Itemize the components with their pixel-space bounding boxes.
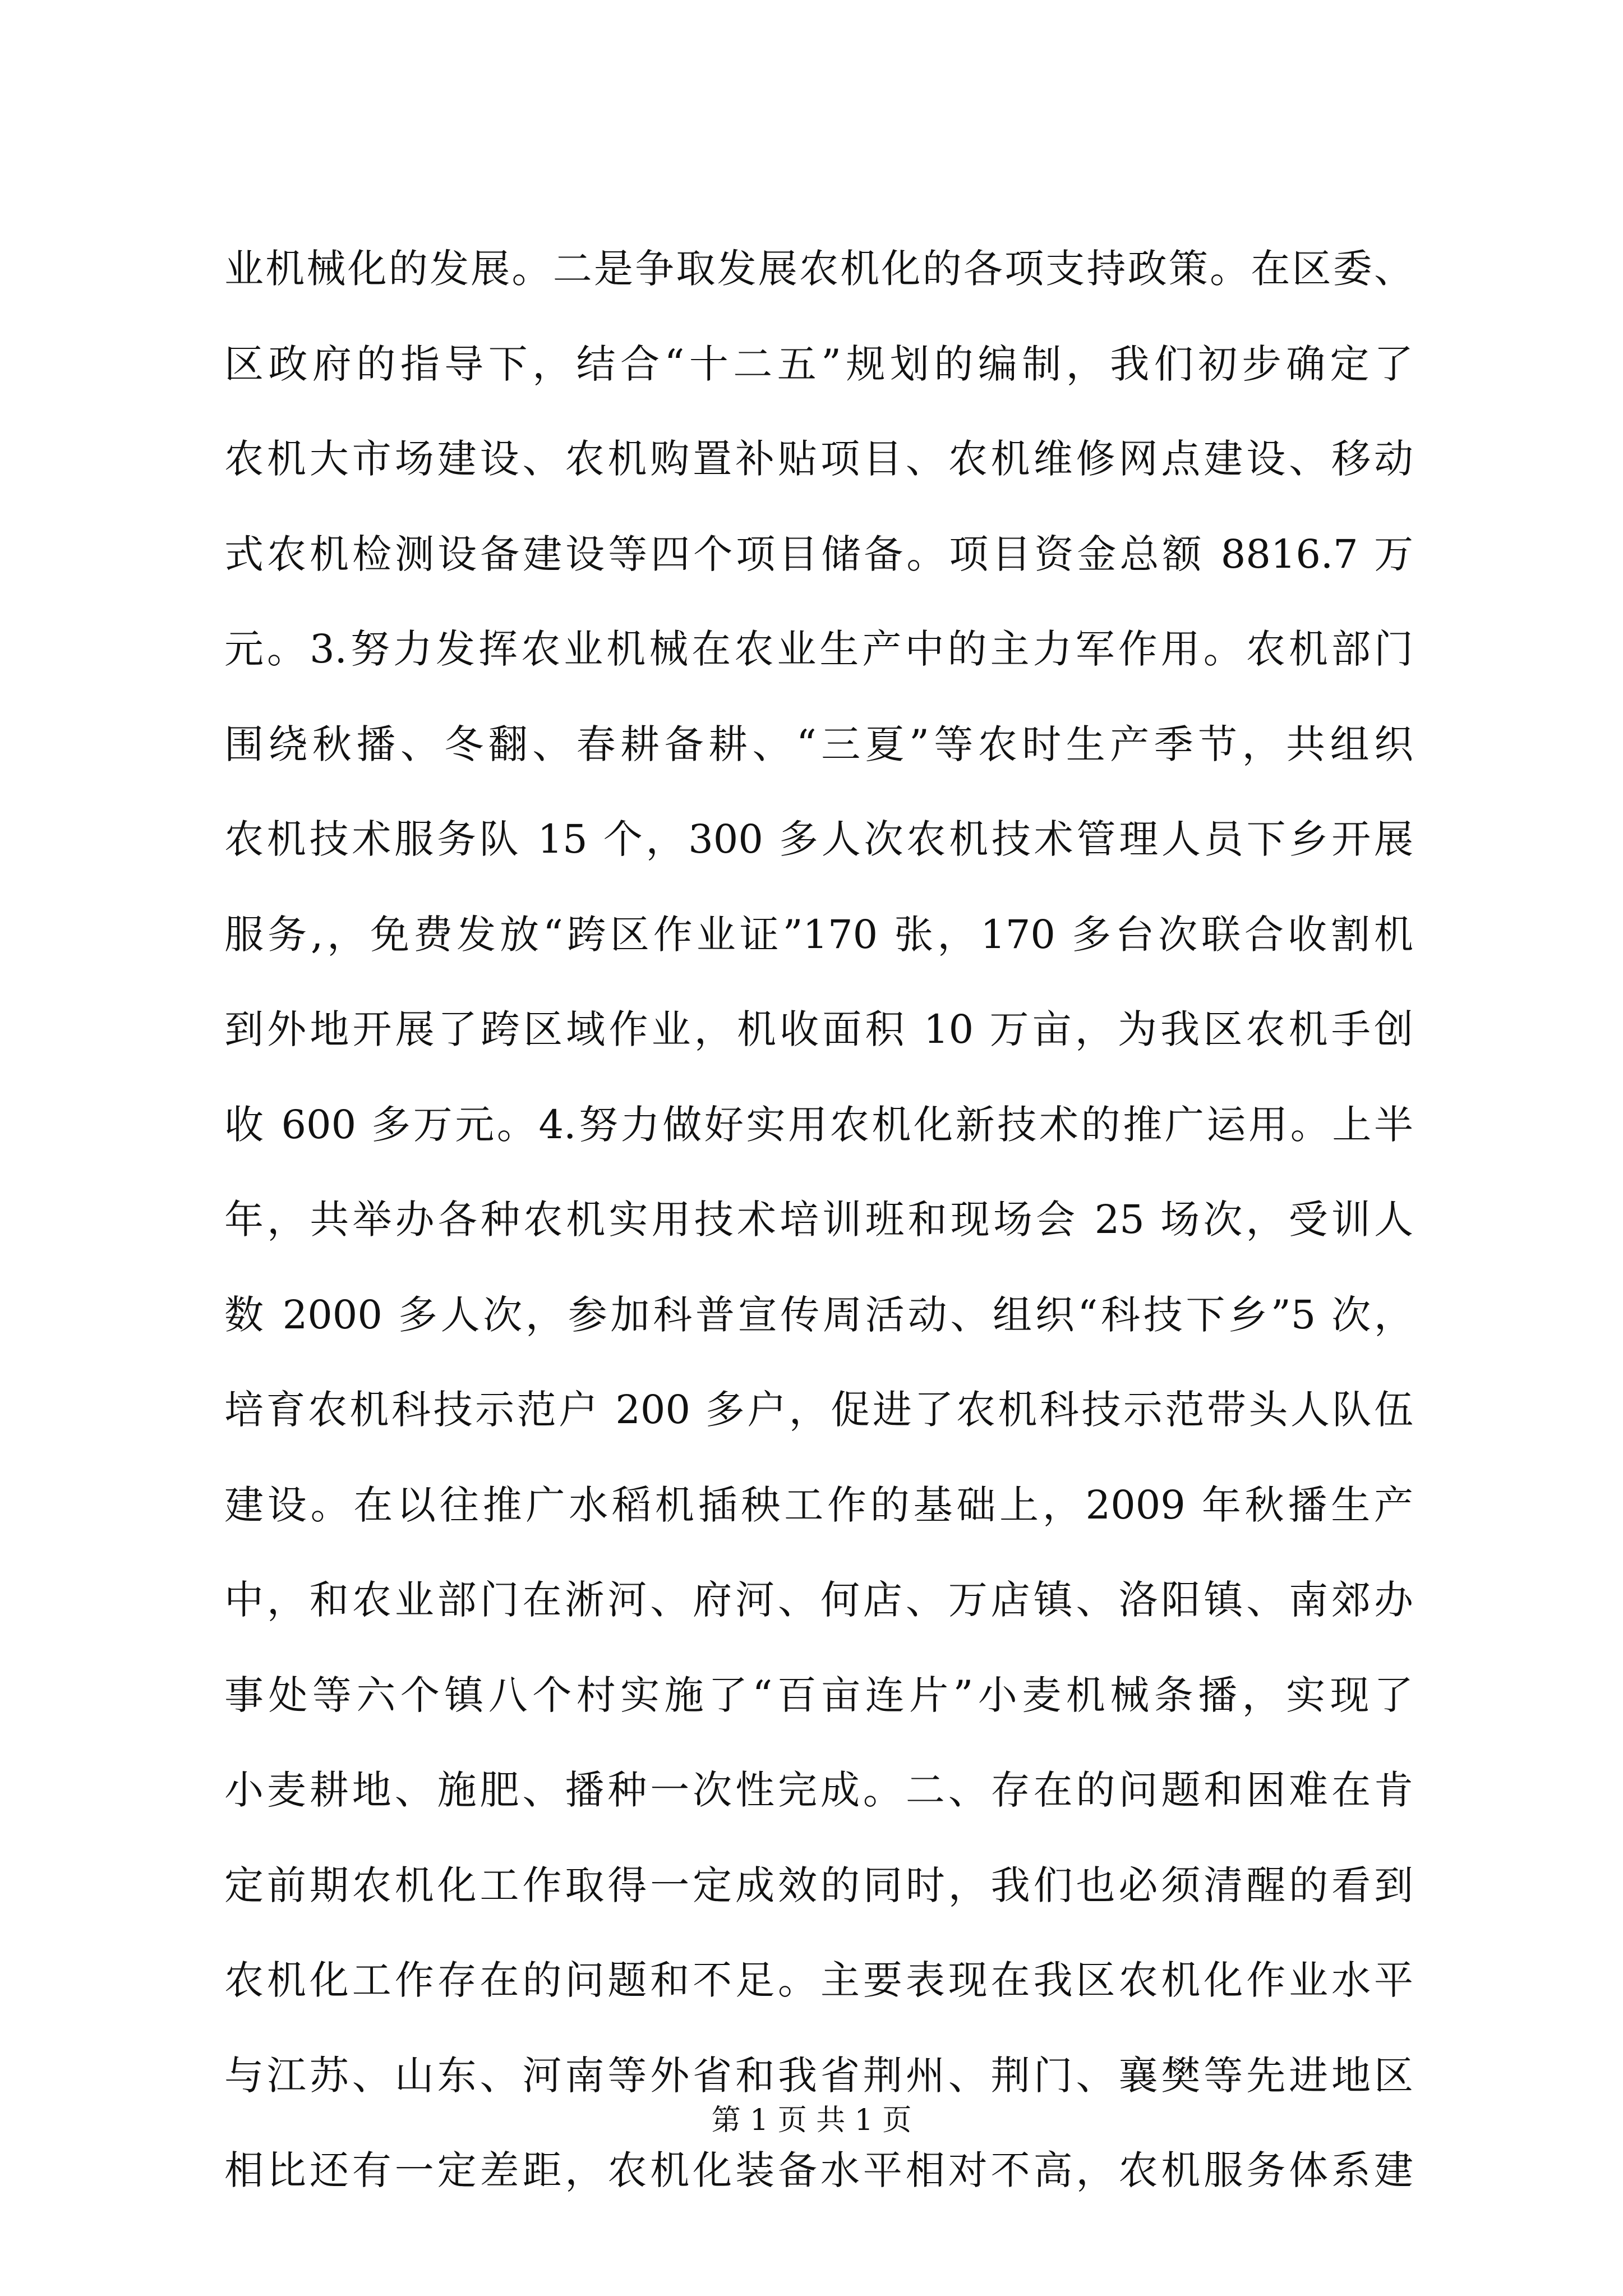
text-line: 区政府的指导下，结合“十二五”规划的编制，我们初步确定了 [224,341,1413,387]
text-line: 式农机检测设备建设等四个项目储备。项目资金总额 8816.7 万 [224,531,1413,577]
text-line: 农机大市场建设、农机购置补贴项目、农机维修网点建设、移动 [224,436,1413,482]
text-line: 服务,，免费发放“跨区作业证”170 张，170 多台次联合收割机 [224,911,1413,958]
text-line: 中，和农业部门在淅河、府河、何店、万店镇、洛阳镇、南郊办 [224,1577,1413,1623]
text-line: 小麦耕地、施肥、播种一次性完成。二、存在的问题和困难在肯 [224,1767,1413,1813]
text-line: 建设。在以往推广水稻机插秧工作的基础上，2009 年秋播生产 [224,1481,1413,1528]
text-line: 到外地开展了跨区域作业，机收面积 10 万亩，为我区农机手创 [224,1006,1413,1052]
text-line: 农机技术服务队 15 个，300 多人次农机技术管理人员下乡开展 [224,816,1413,862]
text-line: 数 2000 多人次，参加科普宣传周活动、组织“科技下乡”5 次， [224,1291,1413,1338]
text-line: 培育农机科技示范户 200 多户，促进了农机科技示范带头人队伍 [224,1387,1413,1433]
text-line: 围绕秋播、冬翻、春耕备耕、“三夏”等农时生产季节，共组织 [224,721,1413,767]
text-line: 收 600 多万元。4.努力做好实用农机化新技术的推广运用。上半 [224,1101,1413,1148]
text-line: 元。3.努力发挥农业机械在农业生产中的主力军作用。农机部门 [224,626,1413,672]
text-line: 事处等六个镇八个村实施了“百亩连片”小麦机械条播，实现了 [224,1672,1413,1718]
text-line: 与江苏、山东、河南等外省和我省荆州、荆门、襄樊等先进地区 [224,2052,1413,2099]
text-line: 年，共举办各种农机实用技术培训班和现场会 25 场次，受训人 [224,1197,1413,1243]
body-text [224,222,1413,2219]
text-line: 业机械化的发展。二是争取发展农机化的各项支持政策。在区委、 [224,246,1413,292]
text-line: 农机化工作存在的问题和不足。主要表现在我区农机化作业水平 [224,1957,1413,2003]
text-line: 相比还有一定差距，农机化装备水平相对不高，农机服务体系建 [224,2147,1413,2193]
text-line: 定前期农机化工作取得一定成效的同时，我们也必须清醒的看到 [224,1862,1413,1908]
page-footer: 第 1 页 共 1 页 [711,2104,912,2137]
